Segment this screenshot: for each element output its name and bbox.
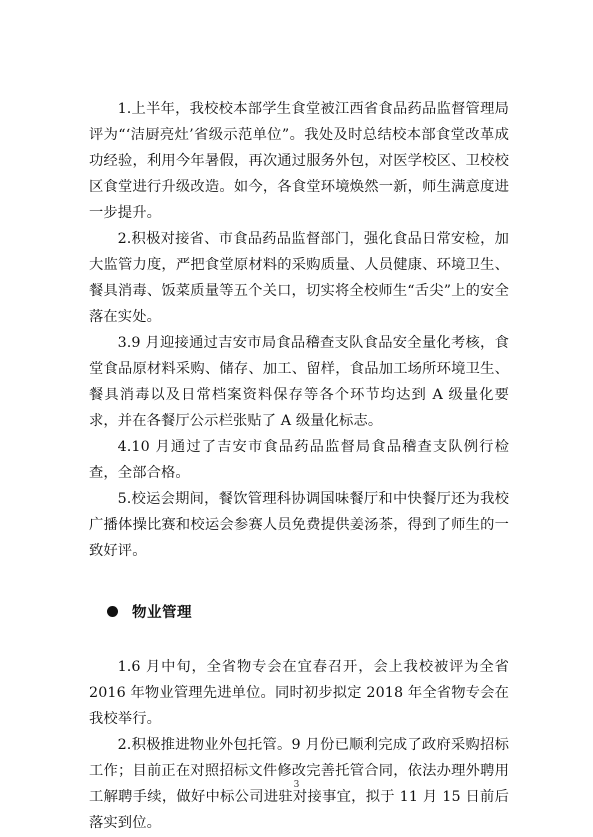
paragraph-sports-meet-service: 5.校运会期间，餐饮管理科协调国味餐厅和中快餐厅还为我校广播体操比赛和校运会参赛人员免费提供姜汤茶，得到了师生的一致好评。 — [89, 491, 509, 559]
paragraph-property-award: 1.6 月中旬，全省物专会在宜春召开，会上我校被评为全省 2016 年物业管理先进单位。同时初步拟定 2018 年全省物专会在我校举行。 — [89, 659, 509, 727]
page-number: 3 — [293, 780, 300, 790]
paragraph-quantified-inspection: 3.9 月迎接通过吉安市局食品稽查支队食品安全量化考核，食堂食品原材料采购、储存、加工、留样，食品加工场所环境卫生、餐具消毒以及日常档案资料保存等各个环节均达到 A 级量化要求，并在各餐厅公示栏张贴了 A 级量化标志。 — [89, 335, 509, 429]
page-content — [89, 96, 509, 836]
paragraph-routine-inspection: 4.10 月通过了吉安市食品药品监督局食品稽查支队例行检查，全部合格。 — [89, 439, 509, 481]
section-heading-property-management — [89, 598, 509, 624]
paragraph-canteen-demo: 1.上半年，我校校本部学生食堂被江西省食品药品监督管理局评为“‘洁厨亮灶’省级示范单位”。我处及时总结校本部食堂改革成功经验，利用今年暑假，再次通过服务外包，对医学校区、卫校校区食堂进行升级改造。如今，各食堂环境焕然一新，师生满意度进一步提升。 — [89, 101, 509, 221]
paragraph-food-safety-supervision: 2.积极对接省、市食品药品监督部门，强化食品日常安检，加大监管力度，严把食堂原材料的采购质量、人员健康、环境卫生、餐具消毒、饭菜质量等五个关口，切实将全校师生“舌尖”上的安全落在实处。 — [89, 231, 509, 325]
paragraph-property-outsourcing: 2.积极推进物业外包托管。9 月份已顺利完成了政府采购招标工作；目前正在对照招标文件修改完善托管合同，依法办理外聘用工解聘手续，做好中标公司进驻对接事宜，拟于 11 月 15 日前后落实到位。 — [89, 737, 509, 831]
bullet-icon — [107, 606, 118, 617]
section-heading-text: 物业管理 — [132, 604, 192, 621]
